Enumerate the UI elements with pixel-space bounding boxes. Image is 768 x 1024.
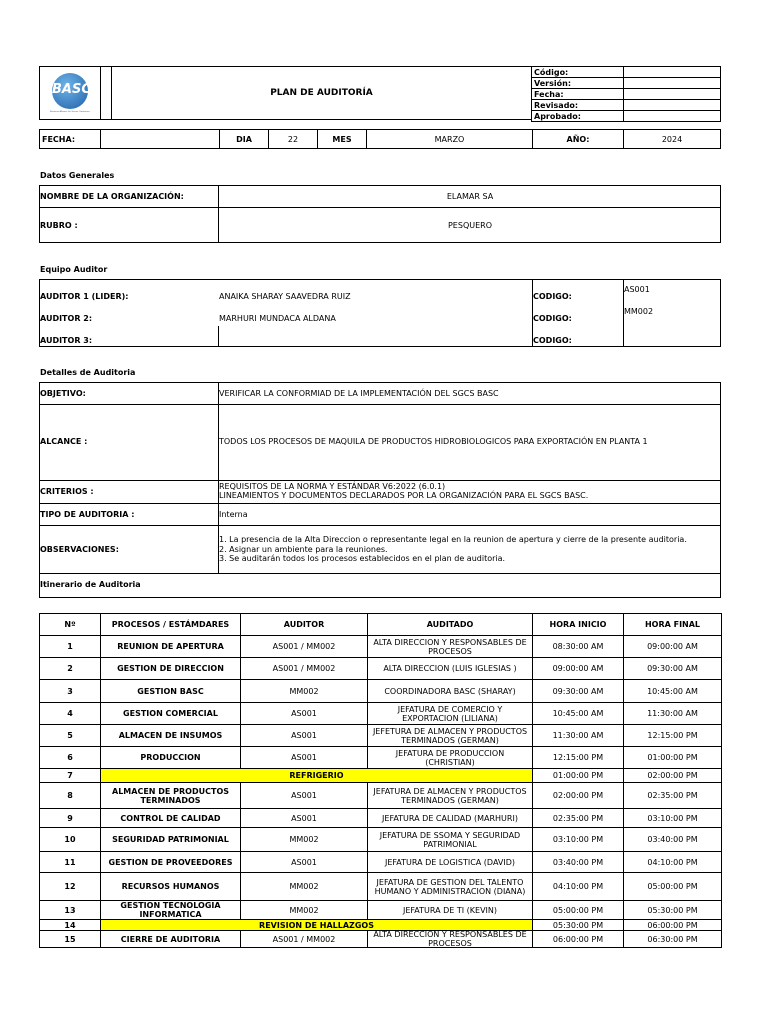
alcance-value: TODOS LOS PROCESOS DE MAQUILA DE PRODUCTOS HIDROBIOLOGICOS PARA EXPORTACIÓN EN PLANTA 1 bbox=[219, 437, 648, 446]
row-hora-inicio: 04:10:00 PM bbox=[532, 872, 624, 901]
tipo-label: TIPO DE AUDITORIA : bbox=[40, 510, 135, 519]
row-auditado: JEFATURA DE ALMACEN Y PRODUCTOS TERMINADOS (GERMAN) bbox=[367, 782, 533, 809]
tipo-value: Interna bbox=[219, 510, 248, 519]
auditor-code: AS001 bbox=[624, 285, 650, 294]
row-auditado: ALTA DIRECCION (LUIS IGLESIAS ) bbox=[367, 657, 533, 680]
itinerary-header-cell: HORA FINAL bbox=[623, 613, 722, 636]
criterios-line-1: REQUISITOS DE LA NORMA Y ESTÁNDAR V6:2022 (6.0.1) bbox=[219, 482, 446, 491]
header-field-value bbox=[623, 110, 721, 122]
details-rule-3 bbox=[39, 503, 721, 504]
row-auditor: MM002 bbox=[240, 872, 368, 901]
auditor-name: MARHURI MUNDACA ALDANA bbox=[219, 314, 336, 323]
section-datos-generales: Datos Generales bbox=[40, 171, 115, 180]
itinerary-header-cell: AUDITADO bbox=[367, 613, 533, 636]
row-hora-inicio: 08:30:00 AM bbox=[532, 635, 624, 658]
row-number: 10 bbox=[39, 827, 101, 852]
row-auditor: AS001 / MM002 bbox=[240, 635, 368, 658]
org-label: NOMBRE DE LA ORGANIZACIÓN: bbox=[40, 192, 184, 201]
row-hora-final: 02:00:00 PM bbox=[623, 768, 722, 783]
row-hora-final: 06:00:00 PM bbox=[623, 919, 722, 931]
row-hora-inicio: 02:00:00 PM bbox=[532, 782, 624, 809]
row-auditado: JEFATURA DE PRODUCCION (CHRISTIAN) bbox=[367, 746, 533, 769]
row-hora-final: 12:15:00 PM bbox=[623, 724, 722, 747]
row-hora-inicio: 03:10:00 PM bbox=[532, 827, 624, 852]
mes-label: MES bbox=[317, 129, 367, 149]
row-auditor: AS001 bbox=[240, 702, 368, 725]
row-auditor: AS001 / MM002 bbox=[240, 930, 368, 948]
row-auditado: COORDINADORA BASC (SHARAY) bbox=[367, 679, 533, 703]
row-number: 12 bbox=[39, 872, 101, 901]
row-auditado: JEFATURA DE SSOMA Y SEGURIDAD PATRIMONIAL bbox=[367, 827, 533, 852]
rubro-value: PESQUERO bbox=[447, 221, 493, 230]
objetivo-value: VERIFICAR LA CONFORMIAD DE LA IMPLEMENTACIÓN DEL SGCS BASC bbox=[219, 389, 499, 398]
row-auditor: MM002 bbox=[240, 679, 368, 703]
row-hora-final: 01:00:00 PM bbox=[623, 746, 722, 769]
row-number: 9 bbox=[39, 808, 101, 828]
row-process: GESTION DE DIRECCION bbox=[100, 657, 241, 680]
row-process: ALMACEN DE PRODUCTOS TERMINADOS bbox=[100, 782, 241, 809]
row-hora-final: 05:00:00 PM bbox=[623, 872, 722, 901]
break-label: REFRIGERIO bbox=[100, 768, 533, 783]
row-number: 6 bbox=[39, 746, 101, 769]
row-number: 14 bbox=[39, 919, 101, 931]
row-hora-final: 09:30:00 AM bbox=[623, 657, 722, 680]
row-process: GESTION TECNOLOGIA INFORMATICA bbox=[100, 900, 241, 920]
row-auditor: AS001 / MM002 bbox=[240, 657, 368, 680]
row-auditado: JEFATURA DE CALIDAD (MARHURI) bbox=[367, 808, 533, 828]
row-number: 13 bbox=[39, 900, 101, 920]
row-auditado: JEFATURA DE GESTION DEL TALENTO HUMANO Y ADMINISTRACION (DIANA) bbox=[367, 872, 533, 901]
row-hora-final: 05:30:00 PM bbox=[623, 900, 722, 920]
codigo-label: CODIGO: bbox=[533, 314, 572, 323]
row-hora-final: 09:00:00 AM bbox=[623, 635, 722, 658]
auditor-label: AUDITOR 1 (LIDER): bbox=[40, 292, 129, 301]
row-hora-final: 03:10:00 PM bbox=[623, 808, 722, 828]
rubro-label: RUBRO : bbox=[40, 221, 78, 230]
fecha-value bbox=[100, 129, 220, 149]
row-number: 7 bbox=[39, 768, 101, 783]
row-process: REUNION DE APERTURA bbox=[100, 635, 241, 658]
row-auditor: MM002 bbox=[240, 900, 368, 920]
objetivo-label: OBJETIVO: bbox=[40, 389, 86, 398]
row-number: 15 bbox=[39, 930, 101, 948]
row-process: GESTION COMERCIAL bbox=[100, 702, 241, 725]
mes-value: MARZO bbox=[366, 129, 533, 149]
dia-value: 22 bbox=[268, 129, 318, 149]
observaciones-label: OBSERVACIONES: bbox=[40, 545, 119, 554]
row-number: 3 bbox=[39, 679, 101, 703]
row-process: GESTION DE PROVEEDORES bbox=[100, 851, 241, 873]
details-rule-5 bbox=[39, 573, 721, 574]
obs-line-2: 2. Asignar un ambiente para la reuniones. bbox=[219, 545, 388, 554]
row-process: ALMACEN DE INSUMOS bbox=[100, 724, 241, 747]
header-field-label: Aprobado: bbox=[531, 110, 624, 122]
details-rule-2 bbox=[39, 480, 721, 481]
details-rule-1 bbox=[39, 404, 721, 405]
section-equipo-auditor: Equipo Auditor bbox=[40, 265, 108, 274]
row-hora-inicio: 05:30:00 PM bbox=[532, 919, 624, 931]
logo-cell bbox=[39, 66, 101, 120]
auditor-name: ANAIKA SHARAY SAAVEDRA RUIZ bbox=[219, 292, 351, 301]
row-hora-final: 10:45:00 AM bbox=[623, 679, 722, 703]
row-hora-final: 04:10:00 PM bbox=[623, 851, 722, 873]
obs-line-1: 1. La presencia de la Alta Direccion o representante legal en la reunion de apertura y cierre de la presente auditoria. bbox=[219, 535, 687, 544]
itinerario-label: Itinerario de Auditoria bbox=[40, 580, 141, 589]
row-auditor: AS001 bbox=[240, 746, 368, 769]
row-hora-inicio: 02:35:00 PM bbox=[532, 808, 624, 828]
org-value: ELAMAR SA bbox=[446, 192, 494, 201]
row-hora-inicio: 11:30:00 AM bbox=[532, 724, 624, 747]
row-hora-inicio: 10:45:00 AM bbox=[532, 702, 624, 725]
auditor-code: MM002 bbox=[624, 307, 654, 316]
itinerary-header-cell: Nº bbox=[39, 613, 101, 636]
logo-tagline: Business Alliance for Secure Commerce bbox=[50, 111, 90, 113]
codigo-label: CODIGO: bbox=[533, 292, 572, 301]
row-auditado: JEFATURA DE LOGISTICA (DAVID) bbox=[367, 851, 533, 873]
break-label: REVISION DE HALLAZGOS bbox=[100, 919, 533, 931]
row-hora-final: 03:40:00 PM bbox=[623, 827, 722, 852]
row-process: CONTROL DE CALIDAD bbox=[100, 808, 241, 828]
row-hora-inicio: 06:00:00 PM bbox=[532, 930, 624, 948]
row-auditor: AS001 bbox=[240, 851, 368, 873]
basc-logo bbox=[52, 73, 91, 109]
row-auditor: AS001 bbox=[240, 724, 368, 747]
row-number: 8 bbox=[39, 782, 101, 809]
details-rule-4 bbox=[39, 525, 721, 526]
criterios-label: CRITERIOS : bbox=[40, 487, 94, 496]
page-title: PLAN DE AUDITORÍA bbox=[111, 66, 532, 120]
dia-label: DIA bbox=[219, 129, 269, 149]
row-process: CIERRE DE AUDITORIA bbox=[100, 930, 241, 948]
criterios-line-2: LINEAMIENTOS Y DOCUMENTOS DECLARADOS POR LA ORGANIZACIÓN PARA EL SGCS BASC. bbox=[219, 491, 589, 500]
obs-line-3: 3. Se auditarán todos los procesos establecidos en el plan de auditoria. bbox=[219, 554, 506, 563]
alcance-label: ALCANCE : bbox=[40, 437, 88, 446]
auditor-label: AUDITOR 3: bbox=[40, 336, 93, 345]
row-number: 4 bbox=[39, 702, 101, 725]
codigo-label: CODIGO: bbox=[533, 336, 572, 345]
itinerary-header-cell: AUDITOR bbox=[240, 613, 368, 636]
row-hora-inicio: 01:00:00 PM bbox=[532, 768, 624, 783]
row-hora-inicio: 03:40:00 PM bbox=[532, 851, 624, 873]
row-auditado: ALTA DIRECCION Y RESPONSABLES DE PROCESOS bbox=[367, 930, 533, 948]
fecha-label: FECHA: bbox=[39, 129, 101, 149]
row-number: 1 bbox=[39, 635, 101, 658]
header-field-label: Versión: bbox=[531, 77, 624, 89]
logo-text: BASC bbox=[52, 82, 91, 97]
itinerary-header-cell: PROCESOS / ESTÁMDARES bbox=[100, 613, 241, 636]
row-auditado: JEFATURA DE COMERCIO Y EXPORTACION (LILIANA) bbox=[367, 702, 533, 725]
row-hora-inicio: 12:15:00 PM bbox=[532, 746, 624, 769]
row-auditado: ALTA DIRECCION Y RESPONSABLES DE PROCESOS bbox=[367, 635, 533, 658]
section-detalles: Detalles de Auditoria bbox=[40, 368, 136, 377]
row-number: 5 bbox=[39, 724, 101, 747]
row-auditado: JEFATURA DE TI (KEVIN) bbox=[367, 900, 533, 920]
header-field-label: Código: bbox=[531, 66, 624, 78]
row-hora-final: 11:30:00 AM bbox=[623, 702, 722, 725]
header-field-label: Fecha: bbox=[531, 88, 624, 100]
row-auditor: AS001 bbox=[240, 808, 368, 828]
team-table bbox=[39, 279, 721, 347]
general-divider-h bbox=[39, 207, 721, 208]
row-number: 11 bbox=[39, 851, 101, 873]
row-hora-inicio: 09:30:00 AM bbox=[532, 679, 624, 703]
row-auditado: JEFETURA DE ALMACEN Y PRODUCTOS TERMINADOS (GERMAN) bbox=[367, 724, 533, 747]
row-process: GESTION BASC bbox=[100, 679, 241, 703]
row-hora-final: 02:35:00 PM bbox=[623, 782, 722, 809]
anio-value: 2024 bbox=[623, 129, 721, 149]
row-auditor: AS001 bbox=[240, 782, 368, 809]
row-auditor: MM002 bbox=[240, 827, 368, 852]
row-process: RECURSOS HUMANOS bbox=[100, 872, 241, 901]
row-hora-final: 06:30:00 PM bbox=[623, 930, 722, 948]
row-process: PRODUCCION bbox=[100, 746, 241, 769]
row-hora-inicio: 09:00:00 AM bbox=[532, 657, 624, 680]
row-hora-inicio: 05:00:00 PM bbox=[532, 900, 624, 920]
team-divider-3 bbox=[218, 326, 219, 347]
row-process: SEGURIDAD PATRIMONIAL bbox=[100, 827, 241, 852]
anio-label: AÑO: bbox=[532, 129, 624, 149]
itinerary-header-cell: HORA INICIO bbox=[532, 613, 624, 636]
row-number: 2 bbox=[39, 657, 101, 680]
header-field-label: Revisado: bbox=[531, 99, 624, 111]
auditor-label: AUDITOR 2: bbox=[40, 314, 93, 323]
